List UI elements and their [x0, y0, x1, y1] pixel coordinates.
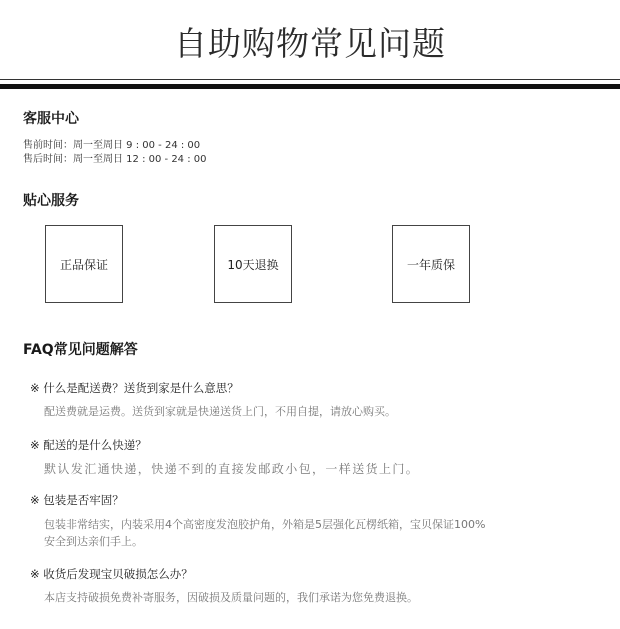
service-label: 一年质保 — [406, 257, 455, 272]
faq-answer-packaging-line-1: 包装非常结实，内装采用4个高密度发泡胶护角，外箱是5层强化瓦楞纸箱，宝贝保证100% — [44, 518, 486, 531]
faq-answer-damage: 本店支持破损免费补寄服务，因破损及质量问题的，我们承诺为您免费退换。 — [44, 591, 418, 604]
service-label: 正品保证 — [59, 257, 108, 272]
header-divider-thick — [0, 84, 620, 89]
service-box-genuine — [45, 225, 123, 303]
customer-service-heading: 客服中心 — [23, 111, 79, 127]
header-divider-thin — [0, 79, 620, 80]
services-heading: 贴心服务 — [23, 193, 79, 209]
faq-question-packaging: ※ 包装是否牢固？ — [30, 493, 124, 507]
aftersale-hours: 售后时间：周一至周日 12 : 00 - 24 : 00 — [23, 154, 207, 165]
presale-hours: 售前时间：周一至周日 9 : 00 - 24 : 00 — [23, 140, 201, 151]
faq-answer-packaging-line-2: 安全到达亲们手上。 — [44, 535, 143, 548]
page-title: 自助购物常见问题 — [174, 24, 446, 63]
faq-answer-delivery-fee: 配送费就是运费。送货到家就是快递送货上门，不用自提，请放心购买。 — [44, 405, 396, 418]
service-box-return — [214, 225, 292, 303]
service-box-warranty — [392, 225, 470, 303]
service-label: 10天退换 — [227, 257, 279, 272]
faq-answer-courier: 默认发汇通快递，快递不到的直接发邮政小包，一样送货上门。 — [44, 462, 420, 476]
faq-question-damage: ※ 收货后发现宝贝破损怎么办？ — [30, 567, 193, 581]
faq-heading: FAQ常见问题解答 — [23, 342, 138, 358]
faq-question-courier: ※ 配送的是什么快递？ — [30, 438, 147, 452]
faq-question-delivery-fee: ※ 什么是配送费？送货到家是什么意思？ — [30, 381, 239, 395]
